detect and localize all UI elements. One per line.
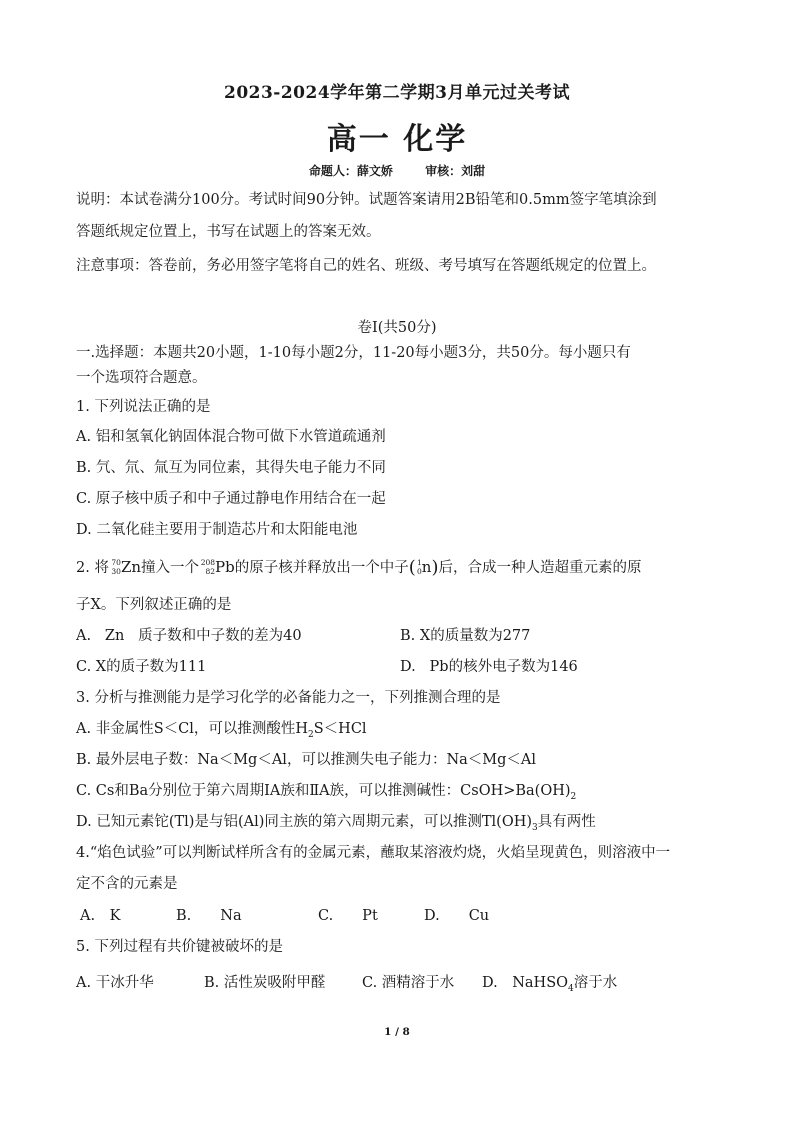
pb-nuclide-numbers: 208 82	[200, 558, 216, 576]
section-intro-2: 一个选项符合题意。	[76, 370, 207, 386]
instructions-line-2: 答题纸规定位置上，书写在试题上的答案无效。	[76, 224, 381, 240]
q1-stem: 1. 下列说法正确的是	[76, 399, 211, 415]
q5-option-a: A. 干冰升华	[76, 975, 154, 991]
q4-option-c: C. Pt	[318, 908, 378, 924]
instructions-line-1: 说明：本试卷满分100分。考试时间90分钟。试题答案请用2B铅笔和0.5mm签字笔填涂到	[76, 192, 657, 208]
page-number: 1 / 8	[384, 1026, 410, 1038]
q1-option-d: D. 二氧化硅主要用于制造芯片和太阳能电池	[76, 522, 358, 538]
instructions-line-3: 注意事项：答卷前，务必用签字笔将自己的姓名、班级、考号填写在答题纸规定的位置上。	[76, 258, 656, 274]
q3-option-a: A. 非金属性S＜Cl，可以推测酸性$H_2S<HCl$	[76, 721, 367, 740]
q1-option-b: B. 氕、氘、氚互为同位素，其得失电子能力不同	[76, 460, 386, 476]
section-heading: 卷Ⅰ(共50分)	[357, 320, 437, 336]
reviewer: 审核：刘甜	[425, 164, 486, 178]
q4-stem-line-2: 定不含的元素是	[76, 876, 178, 892]
q2-option-a: A. Zn 质子数和中子数的差为40	[76, 628, 302, 644]
q2-option-c: C. X的质子数为111	[76, 659, 207, 675]
q5-option-b: B. 活性炭吸附甲醛	[204, 975, 326, 991]
q5-option-c: C. 酒精溶于水	[362, 975, 455, 991]
q4-option-b: B. Na	[176, 908, 242, 924]
q5-option-d: D. NaHSO$_4$溶于水	[482, 975, 618, 994]
q3-option-c: C. Cs和Ba分别位于第六周期ⅠA族和ⅡA族，可以推测碱性：$CsOH>Ba(OH)_2$	[76, 783, 577, 802]
exam-title: 2023-2024学年第二学期3月单元过关考试	[223, 83, 570, 103]
q2-stem-line-2: 子X。下列叙述正确的是	[76, 597, 232, 613]
q4-option-a: A. K	[80, 908, 121, 924]
neutron-nuclide-numbers: 1 0	[417, 558, 422, 576]
q3-option-b: B. 最外层电子数：Na＜Mg＜Al，可以推测失电子能力：Na＜Mg＜Al	[76, 752, 537, 768]
q2-stem-line-1: 2. 将 70 30 Zn撞入一个 208 82 Pb的原子核并释放出一个中子( 1 0 n)后，合成一种人造超重元素的原	[76, 557, 642, 578]
q2-option-d: D. Pb的核外电子数为146	[400, 659, 578, 675]
q1-option-c: C. 原子核中质子和中子通过静电作用结合在一起	[76, 491, 386, 507]
exam-subject: 高一 化学	[326, 122, 468, 157]
author: 命题人：薛文娇	[308, 164, 393, 178]
q4-stem-line-1: 4.“焰色试验”可以判断试样所含有的金属元素，蘸取某溶液灼烧，火焰呈现黄色，则溶液中一	[76, 845, 671, 861]
exam-authors	[0, 162, 794, 179]
section-intro-1: 一.选择题：本题共20小题，1-10每小题2分，11-20每小题3分，共50分。每小题只有	[76, 345, 631, 361]
q3-option-d: D. 已知元素铊(Tl)是与铝(Al)同主族的第六周期元素，可以推测$Tl(OH)_3$具有两性	[76, 814, 596, 833]
zn-nuclide-numbers: 70 30	[111, 558, 121, 576]
q5-stem: 5. 下列过程有共价键被破坏的是	[76, 939, 283, 955]
q4-option-d: D. Cu	[424, 908, 490, 924]
q3-stem: 3. 分析与推测能力是学习化学的必备能力之一，下列推测合理的是	[76, 690, 501, 706]
q1-option-a: A. 铝和氢氧化钠固体混合物可做下水管道疏通剂	[76, 429, 386, 445]
q2-option-b: B. X的质量数为277	[400, 628, 531, 644]
